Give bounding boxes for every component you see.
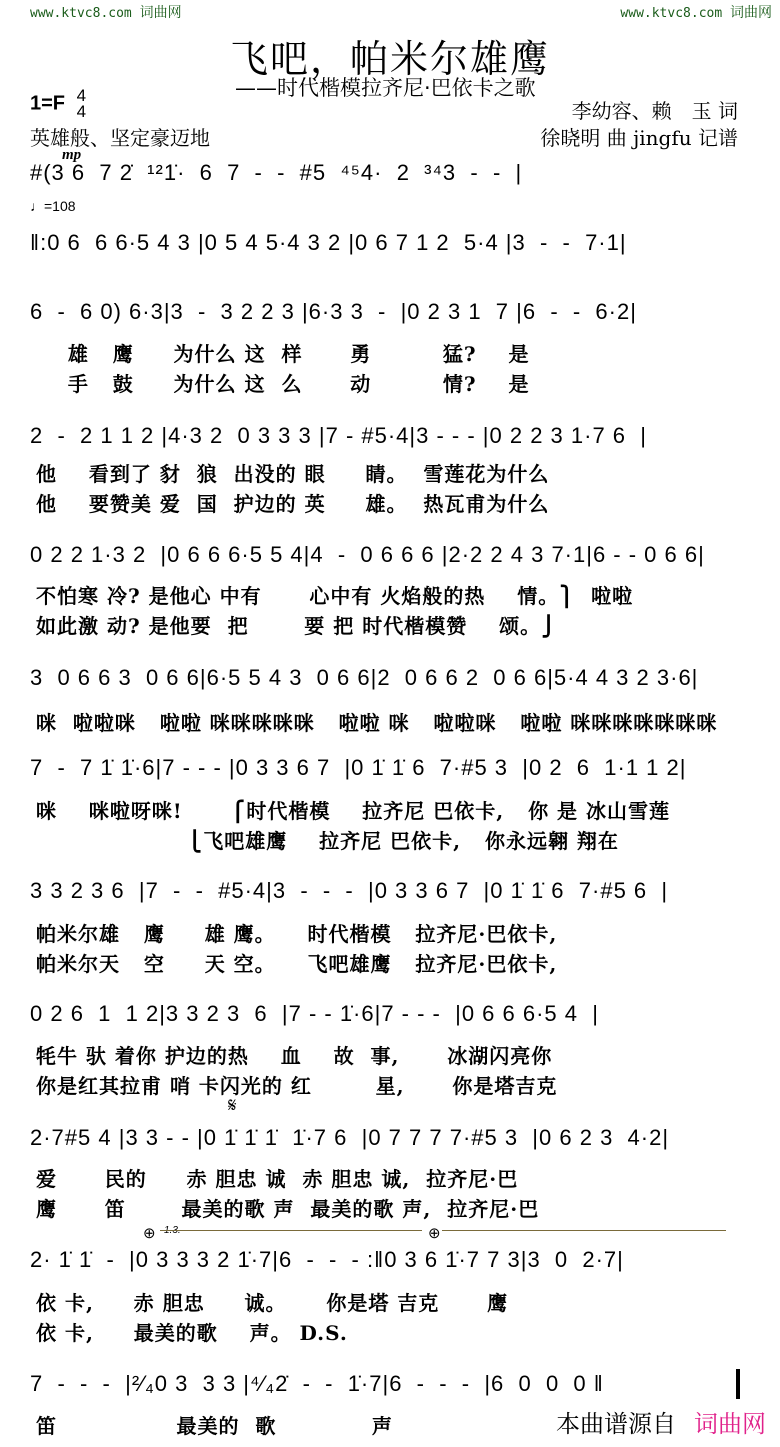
watermark-url: www.ktvc8.com xyxy=(620,6,723,21)
song-subtitle: ——时代楷模拉齐尼·巴依卡之歌 xyxy=(235,76,536,100)
lyric-verse-1: 依 卡, 赤 胆忠 诚。 你是塔 吉克 鹰 xyxy=(36,1291,509,1315)
notation-line-5: 0 2 2 1·3 2 |0 6 6 6·5 5 4|4 - 0 6 6 6 |2·2 2 4 3 7·1|6 - - 0 6 6| xyxy=(30,542,705,567)
key-label: 1=F xyxy=(30,92,66,115)
notation-line-8: 3 3 2 3 6 |7 - - #5·4|3 - - - |0 3 3 6 7 |0 1̇ 1̇ 6 7·#5 6 | xyxy=(30,878,669,903)
watermark-url: www.ktvc8.com xyxy=(30,6,132,21)
coda-icon: ⊕ xyxy=(428,1225,441,1242)
watermark-left xyxy=(30,2,182,22)
lyric-verse-2: 手 鼓 为什么 这 么 动 情? 是 xyxy=(36,372,530,396)
source-footer xyxy=(556,1404,766,1439)
lyric-verse-1: 不怕寒 冷? 是他心 中有 心中有 火焰般的热 情。⎫ 啦啦 xyxy=(36,584,634,608)
lyric-verse-2: 他 要赞美 爱 国 护边的 英 雄。 热瓦甫为什么 xyxy=(36,492,550,516)
coda-bracket xyxy=(442,1230,726,1231)
dynamic-marking: mp xyxy=(62,147,82,163)
song-title: 飞吧，帕米尔雄鹰 xyxy=(229,37,550,81)
lyric-verse-2: 鹰 笛 最美的歌 声 最美的歌 声, 拉齐尼·巴 xyxy=(36,1197,540,1221)
watermark-right xyxy=(620,2,772,22)
notation-line-1: #(3 6 7 2̇ ¹²1̇· 6 7 - - #5 ⁴⁵4· 2 ³⁴3 - - | xyxy=(30,160,523,185)
composer-credit: 徐晓明 曲 jingfu 记谱 xyxy=(540,126,738,150)
lyric-verse-2: ⎩飞吧雄鹰 拉齐尼 巴依卡, 你永远翱 翔在 xyxy=(36,829,619,853)
coda-icon: ⊕ xyxy=(143,1225,156,1242)
lyric-verse-1: 咪 啦啦咪 啦啦 咪咪咪咪咪 啦啦 咪 啦啦咪 啦啦 咪咪咪咪咪咪咪 xyxy=(36,711,718,735)
lyric-verse-2: 帕米尔天 空 天 空。 飞吧雄鹰 拉齐尼·巴依卡, xyxy=(36,952,558,976)
notation-line-9: 0 2 6 1 1 2|3 3 2 3 6 |7 - - 1̇·6|7 - - - |0 6 6 6·5 4 | xyxy=(30,1001,599,1026)
key-signature xyxy=(30,88,86,120)
notation-line-3: 6 - 6 0) 6·3|3 - 3 2 2 3 |6·3 3 - |0 2 3 1 7 |6 - - 6·2| xyxy=(30,299,637,324)
lyric-verse-1: 雄 鹰 为什么 这 样 勇 猛? 是 xyxy=(36,342,530,366)
lyric-verse-2: 依 卡, 最美的歌 声。 D.S. xyxy=(36,1321,348,1345)
notation-line-2: ‖:0 6 6 6·5 4 3 |0 5 4 5·4 3 2 |0 6 7 1 2 5·4 |3 - - 7·1| xyxy=(30,230,627,255)
time-signature xyxy=(77,88,86,120)
notation-line-4: 2 - 2 1 1 2 |4·3 2 0 3 3 3 |7 - #5·4|3 - - - |0 2 2 3 1·7 6 | xyxy=(30,423,647,448)
source-brand-link[interactable]: 词曲网 xyxy=(694,1410,766,1438)
lyric-verse-1: 帕米尔雄 鹰 雄 鹰。 时代楷模 拉齐尼·巴依卡, xyxy=(36,922,558,946)
segno-icon: 𝄋 xyxy=(228,1095,237,1117)
notation-line-6: 3 0 6 6 3 0 6 6|6·5 5 4 3 0 6 6|2 0 6 6 2 0 6 6|5·4 4 3 2 3·6| xyxy=(30,665,699,690)
lyric-verse-1: 笛 最美的 歌 声 xyxy=(36,1414,393,1438)
lyric-verse-1: 咪 咪啦呀咪! ⎧时代楷模 拉齐尼 巴依卡, 你 是 冰山雪莲 xyxy=(36,799,670,823)
time-signature-bottom: 4 xyxy=(76,102,87,121)
notation-line-7: 7 - 7 1̇ 1̇·6|7 - - - |0 3 3 6 7 |0 1̇ 1̇ 6 7·#5 3 |0 2 6 1·1 1 2| xyxy=(30,755,687,780)
time-signature-top: 4 xyxy=(76,86,87,105)
lyric-verse-1: 牦牛 驮 着你 护边的热 血 故 事, 冰湖闪亮你 xyxy=(36,1044,553,1068)
lyric-verse-2: 你是红其拉甫 哨 卡闪光的 红 星, 你是塔吉克 xyxy=(36,1074,558,1098)
notation-line-11: 2· 1̇ 1̇ - |0 3 3 3 2 1̇·7|6 - - - :‖0 3 6 1̇·7 7 3|3 0 2·7| xyxy=(30,1247,624,1272)
lyricist-credit: 李幼容、赖 玉 词 xyxy=(571,99,738,123)
expression-marking: 英雄般、坚定豪迈地 xyxy=(30,126,210,150)
tempo-marking: ♩=108 xyxy=(30,198,76,214)
watermark-site-name: 词曲网 xyxy=(730,5,772,21)
lyric-verse-2: 如此激 动? 是他要 把 要 把 时代楷模赞 颂。⎭ xyxy=(36,614,558,638)
watermark-site-name: 词曲网 xyxy=(139,5,182,21)
lyric-verse-1: 爱 民的 赤 胆忠 诚 赤 胆忠 诚, 拉齐尼·巴 xyxy=(36,1167,519,1191)
notation-line-10: 2·7#5 4 |3 3 - - |0 1̇ 1̇ 1̇ 1̇·7 6 |0 7 7 7 7·#5 3 |0 6 2 3 4·2| xyxy=(30,1125,670,1150)
volta-bracket xyxy=(160,1230,422,1231)
notation-line-12: 7 - - - |²⁄₄0 3 3 3 |⁴⁄₄2̇ - - 1̇·7|6 - - - |6 0 0 0 ‖ xyxy=(30,1371,604,1396)
lyric-verse-1: 他 看到了 豺 狼 出没的 眼 睛。 雪莲花为什么 xyxy=(36,462,550,486)
final-barline xyxy=(736,1369,740,1399)
source-text: 本曲谱源自 xyxy=(556,1410,676,1438)
